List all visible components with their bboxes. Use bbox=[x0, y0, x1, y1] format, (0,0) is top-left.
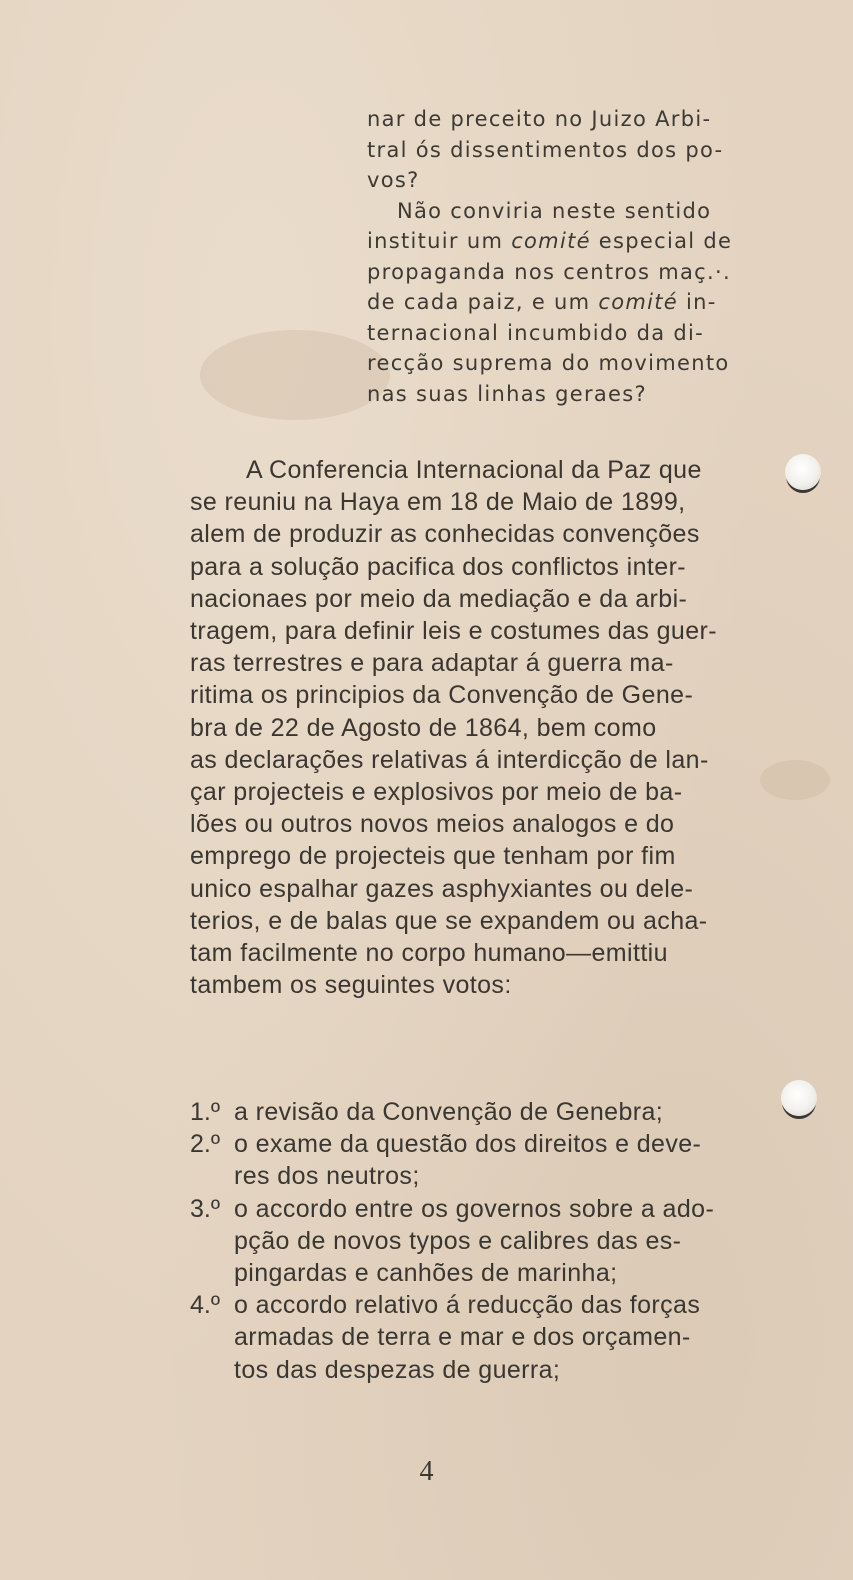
paragraph-line: para a solução pacifica dos conflictos inter- bbox=[190, 552, 687, 581]
page-number: 4 bbox=[419, 1456, 434, 1487]
question-line: propaganda nos centros maç.·. bbox=[367, 259, 731, 284]
question-line bbox=[367, 226, 732, 257]
vote-line: pingardas e canhões de marinha; bbox=[234, 1259, 618, 1288]
question-line: tral ós dissentimentos dos po- bbox=[367, 137, 724, 162]
paragraph-line: tragem, para definir leis e costumes das guer- bbox=[190, 617, 717, 646]
paper-stain bbox=[200, 330, 390, 420]
question-line: recção suprema do movimento bbox=[367, 351, 730, 375]
vote-number: 3.º bbox=[190, 1194, 220, 1223]
binding-hole bbox=[785, 454, 821, 490]
italic-term: comité bbox=[511, 229, 591, 253]
paragraph-line: ritima os principios da Convenção de Gene- bbox=[190, 681, 694, 710]
paper-stain bbox=[760, 760, 830, 800]
vote-item bbox=[190, 1128, 770, 1192]
text-segment: in- bbox=[678, 290, 717, 314]
vote-line: res dos neutros; bbox=[234, 1162, 420, 1191]
paragraph-line: lões ou outros novos meios analogos e do bbox=[190, 810, 675, 839]
paragraph-line: se reuniu na Haya em 18 de Maio de 1899, bbox=[190, 488, 686, 517]
question-paragraph bbox=[367, 104, 767, 409]
vote-line: o accordo relativo á reducção das forças bbox=[234, 1291, 701, 1320]
question-line: Não conviria neste sentido bbox=[397, 198, 712, 223]
paragraph-line: terios, e de balas que se expandem ou acha- bbox=[190, 906, 708, 935]
main-paragraph bbox=[190, 454, 770, 1001]
paragraph-line: nacionaes por meio da mediação e da arbi- bbox=[190, 584, 688, 613]
question-line: vos? bbox=[367, 168, 420, 192]
votes-list bbox=[190, 1096, 770, 1386]
paragraph-line: emprego de projecteis que tenham por fim bbox=[190, 842, 676, 871]
vote-line: o accordo entre os governos sobre a ado- bbox=[234, 1194, 715, 1223]
vote-line: armadas de terra e mar e dos orçamen- bbox=[234, 1323, 691, 1352]
text-segment: especial de bbox=[590, 229, 733, 253]
vote-number: 1.º bbox=[190, 1098, 220, 1126]
italic-term: comité bbox=[598, 290, 678, 314]
paragraph-line: tam facilmente no corpo humano—emittiu bbox=[190, 939, 668, 968]
paragraph-line: tambem os seguintes votos: bbox=[190, 971, 512, 1000]
vote-item bbox=[190, 1193, 770, 1290]
binding-hole bbox=[781, 1080, 817, 1116]
paragraph-line: unico espalhar gazes asphyxiantes ou dele- bbox=[190, 874, 694, 903]
vote-line: tos das despezas de guerra; bbox=[234, 1355, 561, 1384]
vote-item bbox=[190, 1289, 770, 1386]
vote-line: pção de novos typos e calibres das es- bbox=[234, 1226, 682, 1255]
vote-line: o exame da questão dos direitos e deve- bbox=[234, 1130, 702, 1159]
question-line bbox=[367, 287, 717, 318]
paragraph-line: A Conferencia Internacional da Paz que bbox=[246, 456, 702, 484]
vote-number: 2.º bbox=[190, 1130, 220, 1159]
question-line: nas suas linhas geraes? bbox=[367, 381, 647, 406]
paragraph-line: as declarações relativas á interdicção de lan- bbox=[190, 745, 709, 774]
text-segment: instituir um bbox=[367, 229, 512, 253]
text-segment: de cada paiz, e um bbox=[367, 290, 599, 314]
paragraph-line: bra de 22 de Agosto de 1864, bem como bbox=[190, 713, 657, 742]
paragraph-line: ras terrestres e para adaptar á guerra ma- bbox=[190, 649, 674, 678]
question-line: nar de preceito no Juizo Arbi- bbox=[367, 107, 712, 131]
vote-line: a revisão da Convenção de Genebra; bbox=[234, 1098, 664, 1126]
paragraph-line: çar projecteis e explosivos por meio de ba- bbox=[190, 778, 683, 807]
question-line: ternacional incumbido da di- bbox=[367, 320, 705, 345]
vote-item bbox=[190, 1096, 770, 1128]
vote-number: 4.º bbox=[190, 1291, 220, 1320]
paragraph-line: alem de produzir as conhecidas convenções bbox=[190, 520, 700, 549]
